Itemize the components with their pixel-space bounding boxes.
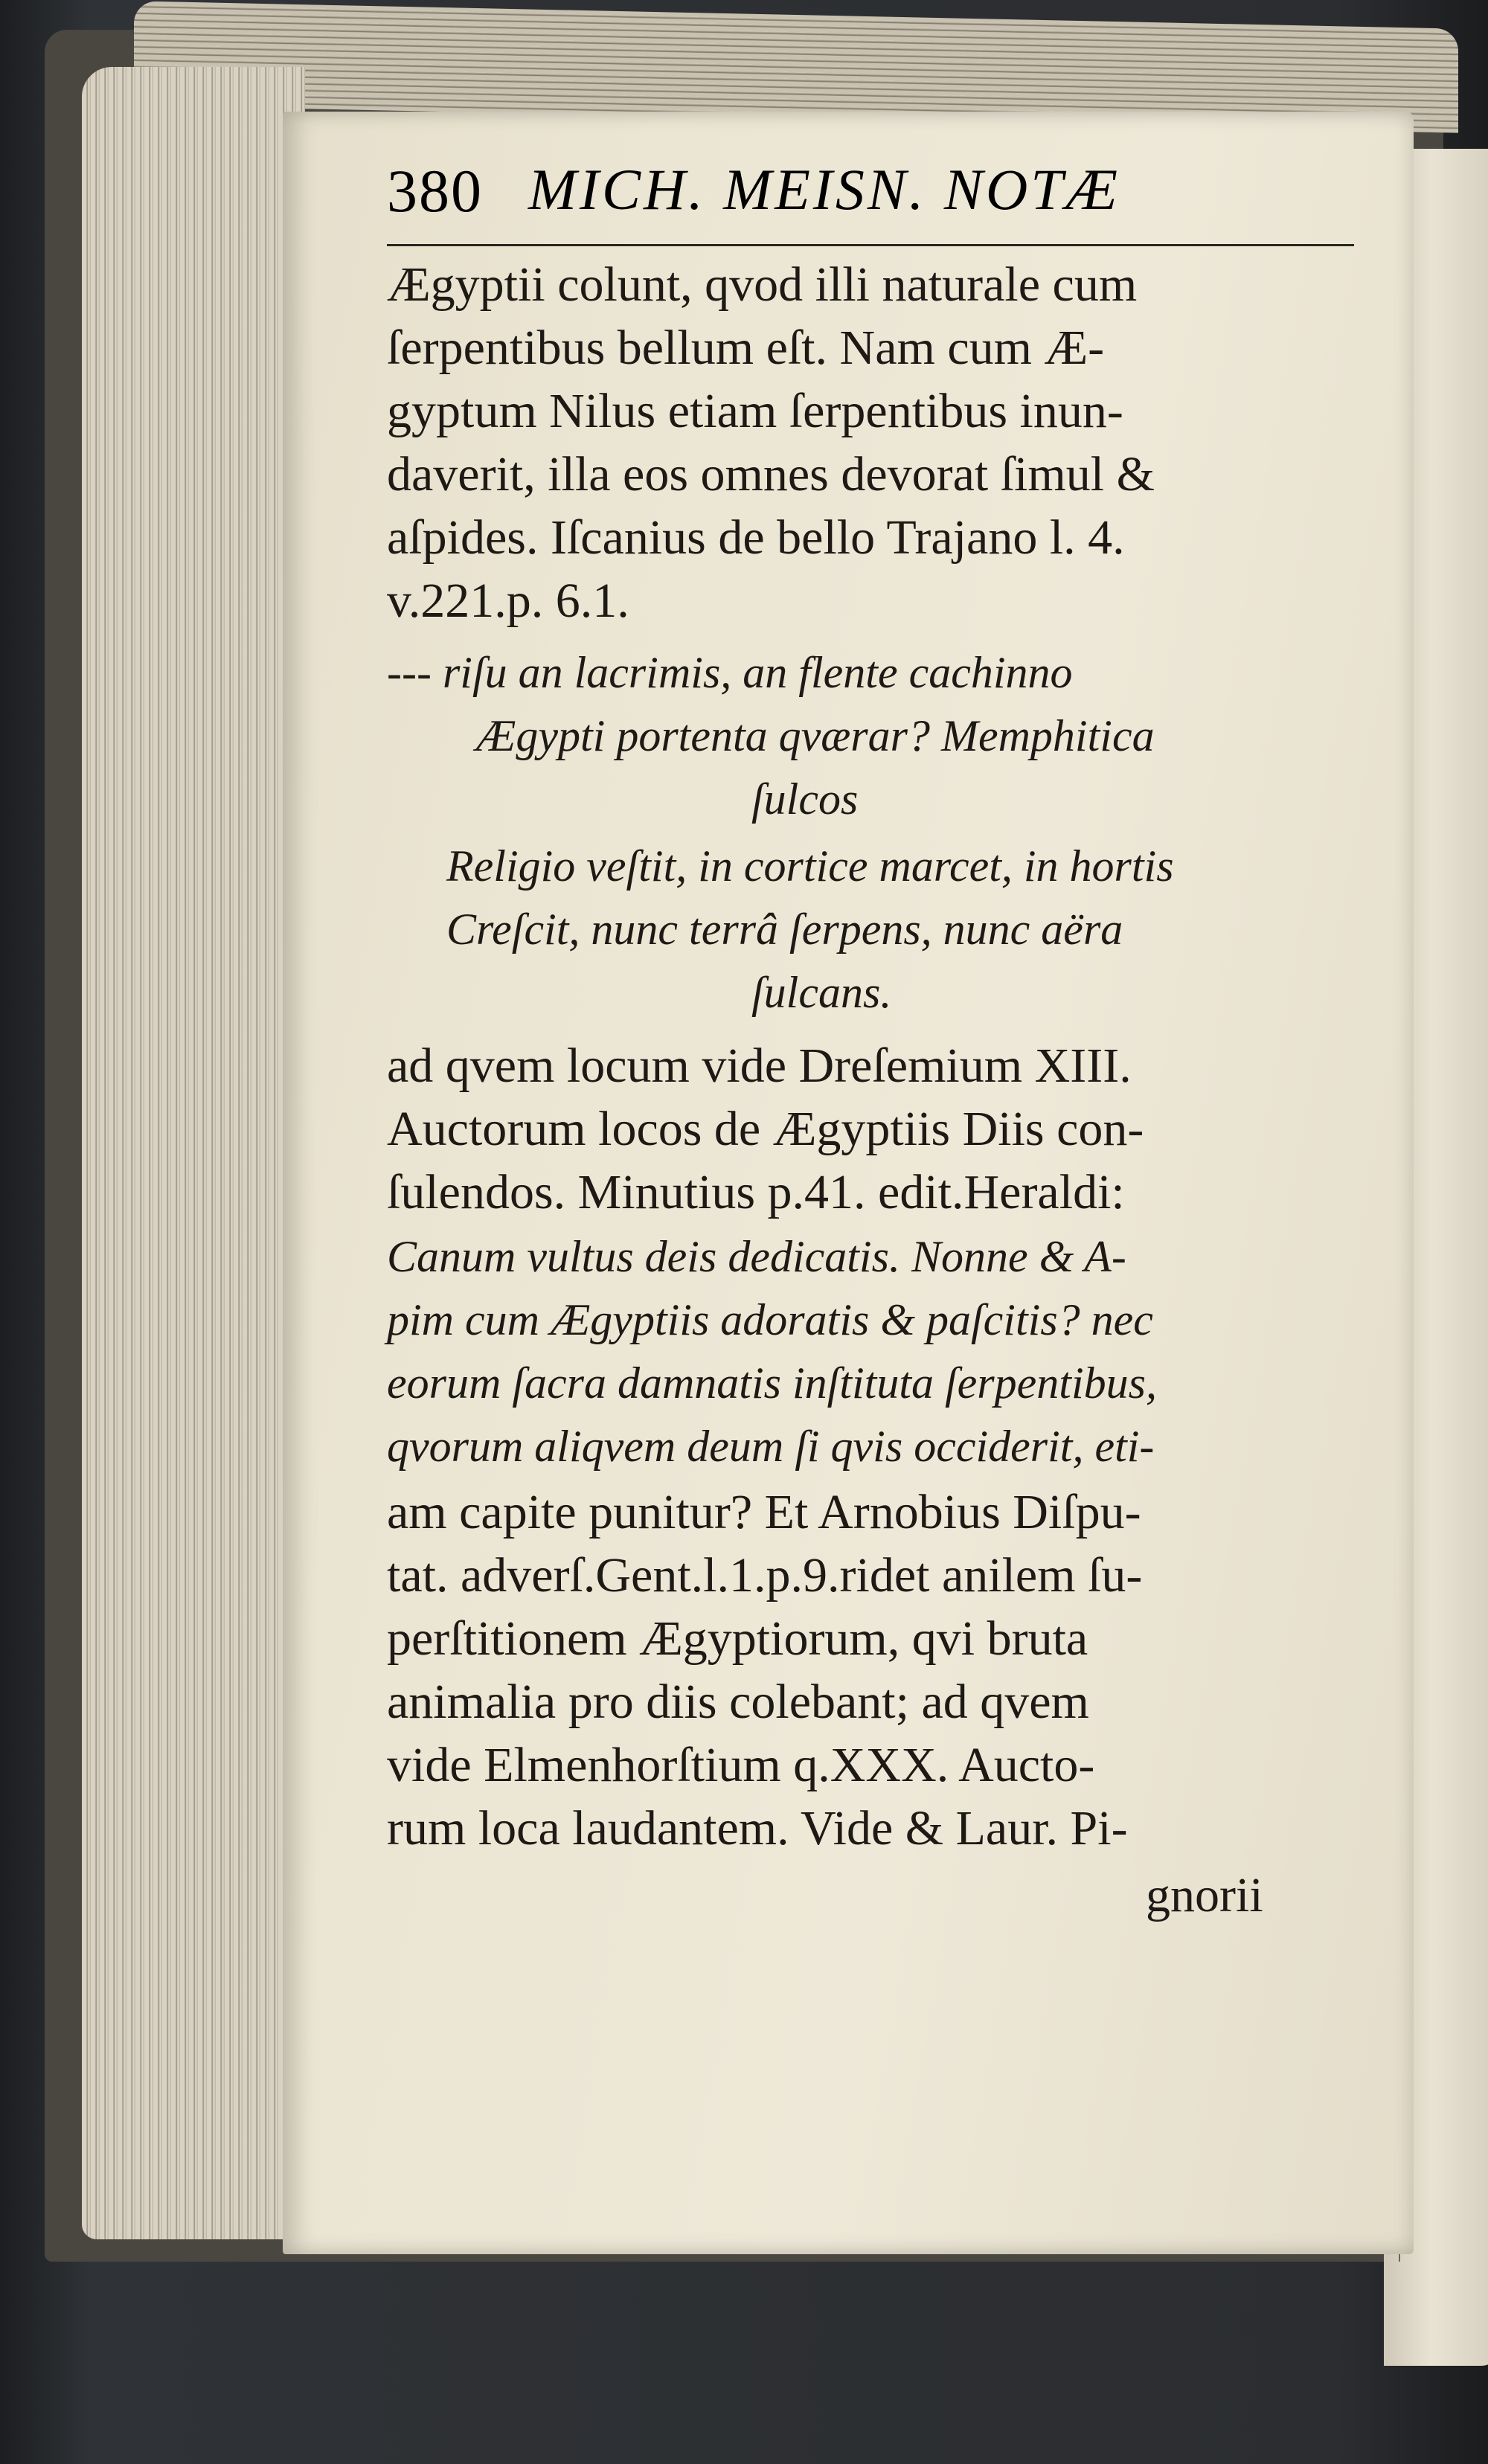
text-line: eorum ſacra damnatis inſtituta ſerpentibus, — [387, 1358, 1157, 1408]
text-line: ad qvem locum vide Dreſemium XIII. — [387, 1039, 1132, 1093]
text-line: ſulendos. Minutius p.41. edit.Heraldi: — [387, 1165, 1125, 1219]
text-line: v.221.p. 6.1. — [387, 574, 629, 628]
text-line: aſpides. Iſcanius de bello Trajano l. 4. — [387, 510, 1125, 565]
running-title: MICH. MEISN. NOTÆ — [528, 157, 1121, 222]
text-line: gyptum Nilus etiam ſerpentibus inun- — [387, 384, 1123, 438]
text-line: pim cum Ægyptiis adoratis & paſcitis? nec — [387, 1295, 1153, 1344]
verse-line: Creſcit, nunc terrâ ſerpens, nunc aëra — [446, 905, 1123, 954]
text-line: ſerpentibus bellum eſt. Nam cum Æ- — [387, 321, 1105, 375]
text-line: qvorum aliqvem deum ſi qvis occiderit, eti- — [387, 1422, 1155, 1471]
verse-line: Religio veſtit, in cortice marcet, in hortis — [446, 841, 1174, 891]
text-line: rum loca laudantem. Vide & Laur. Pi- — [387, 1801, 1128, 1855]
text-line: Canum vultus deis dedicatis. Nonne & A- — [387, 1232, 1126, 1281]
page-edges-left — [82, 67, 305, 2239]
text-line: daverit, illa eos omnes devorat ſimul & — [387, 447, 1155, 501]
text-line: am capite punitur? Et Arnobius Diſpu- — [387, 1485, 1141, 1539]
text-line: animalia pro diis colebant; ad qvem — [387, 1675, 1089, 1729]
header-rule — [387, 244, 1354, 246]
text-line: tat. adverſ.Gent.l.1.p.9.ridet anilem ſu- — [387, 1548, 1143, 1602]
text-line: vide Elmenhorſtium q.XXX. Aucto- — [387, 1738, 1095, 1792]
text-line: perſtitionem Ægyptiorum, qvi bruta — [387, 1611, 1088, 1666]
verse-line: ſulcos — [751, 774, 859, 824]
text-line: Auctorum locos de Ægyptiis Diis con- — [387, 1102, 1144, 1156]
page-number: 380 — [387, 157, 483, 225]
text-line: Ægyptii colunt, qvod illi naturale cum — [387, 257, 1138, 312]
catchword: gnorii — [1146, 1868, 1263, 1922]
verse-line: Ægypti portenta qværar? Memphitica — [476, 711, 1155, 760]
verse-line: ſulcans. — [751, 968, 892, 1017]
verse-line: --- riſu an lacrimis, an flente cachinno — [387, 648, 1073, 697]
running-head — [387, 156, 1354, 246]
